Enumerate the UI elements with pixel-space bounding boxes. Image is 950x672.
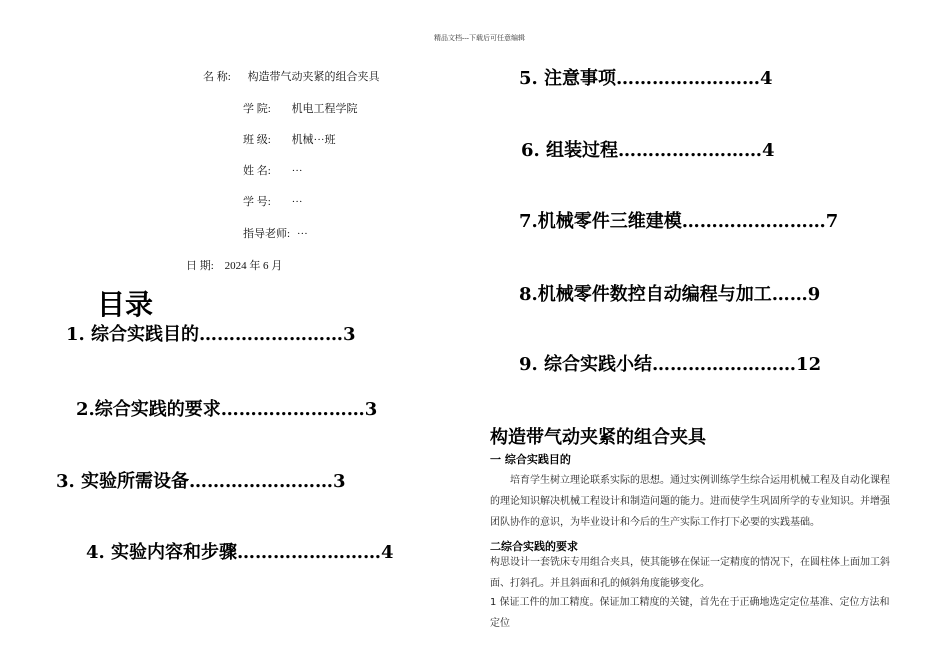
toc-item-7: 7.机械零件三维建模……………………7	[519, 211, 839, 232]
teacher-value: ···	[296, 228, 308, 240]
teacher-label: 指导老师:	[243, 228, 291, 240]
student-value: ···	[291, 165, 303, 177]
toc-item-4: 4. 实验内容和步骤……………………4	[86, 542, 394, 563]
toc-item-3: 3. 实验所需设备……………………3	[56, 471, 346, 492]
name-value: 构造带气动夹紧的组合夹具	[247, 71, 380, 83]
date-value: 2024 年 6 月	[224, 260, 283, 272]
header-note: 精品文档---下载后可任意编辑	[434, 34, 525, 42]
section-1-paragraph: 培育学生树立理论联系实际的思想。通过实例训练学生综合运用机械工程及自动化课程的理论知识解决机械工程设计和制造问题的能力。进而使学生巩固所学的专业知识。并增强团队协作的意识，为毕业设计和今后的生产实际工作打下必要的实践基础。	[490, 475, 890, 528]
date-row	[186, 257, 282, 273]
section-2-paragraph: 构思设计一套铣床专用组合夹具，使其能够在保证一定精度的情况下，在圆柱体上面加工斜面、打斜孔。并且斜面和孔的倾斜角度能够变化。	[490, 557, 890, 589]
id-row	[243, 193, 303, 209]
college-value: 机电工程学院	[291, 103, 358, 115]
toc-item-1: 1. 综合实践目的……………………3	[66, 324, 356, 345]
toc-item-8: 8.机械零件数控自动编程与加工……9	[519, 284, 821, 305]
toc-item-5: 5. 注意事项……………………4	[519, 68, 773, 89]
toc-title: 目录	[97, 288, 154, 321]
date-label: 日 期:	[186, 260, 214, 272]
id-value: ···	[291, 196, 303, 208]
name-label: 名 称:	[203, 71, 231, 83]
student-row	[243, 162, 303, 178]
college-row	[243, 100, 358, 116]
class-value: 机械···班	[291, 134, 336, 146]
class-label: 班 级:	[243, 134, 271, 146]
section-2-heading: 二综合实践的要求	[490, 540, 578, 553]
student-label: 姓 名:	[243, 165, 271, 177]
name-row	[203, 68, 380, 84]
class-row	[243, 131, 336, 147]
section-2-item-1: 1 保证工件的加工精度。保证加工精度的关键，首先在于正确地选定定位基准、定位方法和定位	[490, 597, 890, 629]
doc-title: 构造带气动夹紧的组合夹具	[490, 427, 706, 448]
toc-item-9: 9. 综合实践小结……………………12	[519, 354, 822, 375]
section-1-heading: 一 综合实践目的	[490, 453, 571, 466]
teacher-row	[243, 225, 308, 241]
toc-item-2: 2.综合实践的要求……………………3	[76, 399, 378, 420]
college-label: 学 院:	[243, 103, 271, 115]
toc-item-6: 6. 组装过程……………………4	[521, 140, 775, 161]
id-label: 学 号:	[243, 196, 271, 208]
